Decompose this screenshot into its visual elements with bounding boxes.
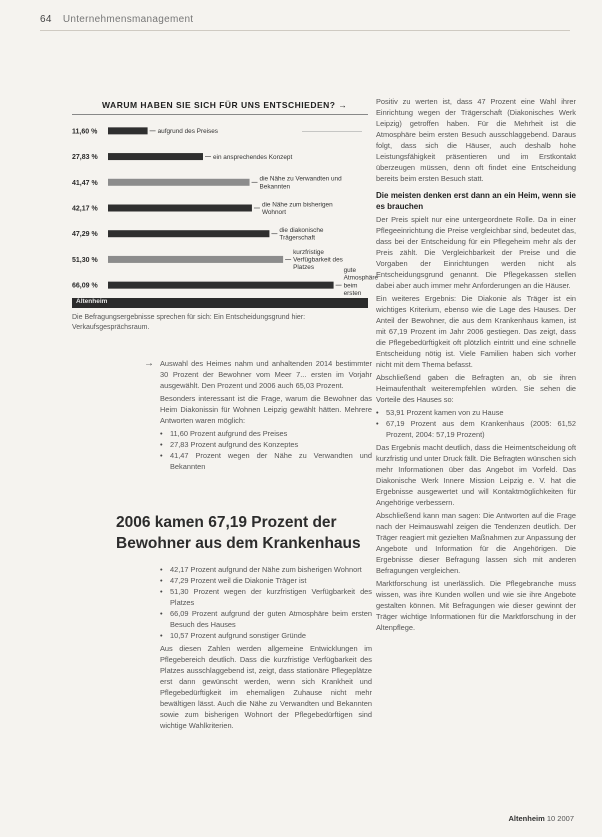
- list-item: • 41,47 Prozent wegen der Nähe zu Verwandten und Bekannten: [160, 450, 372, 472]
- bullet-list: [376, 407, 576, 440]
- value-label: 42,17 %: [72, 205, 98, 213]
- intro-paragraph: Auswahl des Heimes nahm und anhaltenden 2014 bestimmter 30 Prozent der Bewohner vom Meer 7... ersten im Vorjahr ausgewählt. Den Prozent und 2006 auch 65,03 Prozent.: [160, 359, 372, 390]
- arrow-icon: →: [335, 100, 348, 110]
- value-label: 66,09 %: [72, 282, 98, 290]
- chart-title-text: WARUM HABEN SIE SICH FÜR UNS ENTSCHIEDEN?: [102, 100, 336, 110]
- list-item: • 42,17 Prozent aufgrund der Nähe zum bisherigen Wohnort: [160, 564, 372, 575]
- paragraph: Das Ergebnis macht deutlich, dass die Heimentscheidung oft kurzfristig und unter Druck fällt. Die Befragten wünschen sich mehr Informationen über das Angebot im Vorfeld. Das Diakonische Werk Innere Mission Leipzig e. V. hat die Ergebnisse ausgewertet und will Kontaktmöglichkeiten für Angehörige verbessern.: [376, 443, 576, 507]
- category-label: die diakonische Trägerschaft: [279, 227, 324, 242]
- category-label: ein ansprechendes Konzept: [212, 153, 293, 161]
- running-header: [40, 14, 193, 25]
- value-label: 51,30 %: [72, 256, 98, 264]
- paragraph: Der Preis spielt nur eine untergeordnete Rolle. Da in einer Pflegeeinrichtung die Preise vergleichbar sind, bedeutet das, dass bei der Entscheidung für ein Pflegeheim mehr als der Preis zählt. Die Vergleichbarkeit der Preise und die Vorgaben der Einrichtungen werden nicht als Entscheidungsgrund genannt. Die Pflegekassen stellen dabei aber auch immer mehr Anforderungen an die Häuser.: [376, 215, 576, 290]
- category-label: gute Atmosphäre beim ersten: [343, 267, 379, 297]
- category-label: kurzfristige Verfügbarkeit des Platzes: [293, 249, 343, 272]
- category-label: die Nähe zu Verwandten und Bekannten: [259, 175, 342, 191]
- list-item: • 10,57 Prozent aufgrund sonstiger Gründe: [160, 630, 372, 641]
- left-column-lower: [160, 562, 372, 733]
- arrow-icon: →: [144, 358, 154, 369]
- paragraph: Positiv zu werten ist, dass 47 Prozent eine Wahl ihrer Einrichtung wegen der Trägerschaft (Diakonisches Werk Leipzig) getroffen haben. Für die Mehrheit ist die Atmosphäre beim ersten Besuch ausschlaggebend. Daraus folgt, dass sich die Häuser, auch deshalb hohe Leistungsfähigkeit präsentieren und im Erstkontakt überzeugen müssen, denn oft findet eine Entscheidung bereits beim ersten Besuch statt.: [376, 97, 576, 183]
- bar-chart: [72, 100, 379, 310]
- list-item: • 47,29 Prozent weil die Diakonie Träger ist: [160, 575, 372, 586]
- chart-caption: Die Befragungsergebnisse sprechen für sich: Ein Entscheidungsgrund hier: Verkaufsgesprächsraum.: [72, 314, 306, 331]
- chart-footer-label: Altenheim: [76, 298, 108, 305]
- chart-bar: [108, 282, 334, 289]
- value-label: 27,83 %: [72, 154, 98, 162]
- chart-bar: [108, 230, 269, 237]
- paragraph: Aus diesen Zahlen werden allgemeine Entwicklungen im Pflegebereich deutlich. Dass die kurzfristige Verfügbarkeit des Platzes ausschlaggebend ist, zeigt, dass stationäre Pflegeplätze erst dann gewünscht werden, wenn sich Krankheit und Pflegebedürftigkeit im ehemaligen Zuhause nicht mehr bewältigen lässt. Auch die Nähe zu Verwandten und Bekannten sowie zum bisherigen Wohnort der Pflegebedürftigen sind wichtige Wahlkriterien.: [160, 644, 372, 730]
- chart-title-rule: [72, 114, 368, 115]
- page-footer: [509, 814, 574, 823]
- chart-bar: [108, 127, 148, 134]
- paragraph: Abschließend gaben die Befragten an, ob sie ihren Heimaufenthalt weiterempfehlen würden. Sie sehen die Vorteile des Hauses so:: [376, 373, 576, 404]
- chart-title: [102, 100, 347, 110]
- paragraph: Ein weiteres Ergebnis: Die Diakonie als Träger ist ein wichtiges Kriterium, ebenso wie die Lage des Hauses. Der Anteil der Bewohner, die aus dem Krankenhaus kamen, ist mit 67,19 Prozent im Jahr 2006 gestiegen. Das zeigt, dass die Pflegebedürftigkeit oft plötzlich eintritt und eine schnelle Entscheidung nötig ist. Viele Familien haben sich vorher nicht mit dem Thema befasst.: [376, 294, 576, 369]
- list-item: • 53,91 Prozent kamen von zu Hause: [376, 407, 576, 418]
- value-label: 47,29 %: [72, 231, 98, 239]
- list-item: • 66,09 Prozent aufgrund der guten Atmosphäre beim ersten Besuch des Hauses: [160, 608, 372, 630]
- bullet-list: [160, 428, 372, 472]
- chart-bar: [108, 179, 250, 186]
- list-item: • 11,60 Prozent aufgrund des Preises: [160, 428, 372, 439]
- chart-bar: [108, 256, 283, 263]
- footer-issue: 10 2007: [546, 814, 574, 823]
- value-label: 11,60 %: [72, 128, 98, 136]
- page-number: 64: [40, 14, 52, 25]
- right-column: [376, 96, 576, 635]
- chart-bar: [108, 205, 252, 212]
- list-item: • 67,19 Prozent aus dem Krankenhaus (2005: 61,52 Prozent, 2004: 57,19 Prozent): [376, 418, 576, 440]
- paragraph: Abschließend kann man sagen: Die Antworten auf die Frage nach der Heimauswahl zeigen die Tendenzen deutlich. Der Träger reagiert mit gezielten Maßnahmen zur Anpassung der Angebote und Information für die Angehörigen. Die Ergebnisse dieser Befragung lassen sich mit anderen Befragungen vergleichen.: [376, 511, 576, 575]
- bullet-list: [160, 564, 372, 641]
- left-column: [160, 358, 372, 474]
- section-title: Unternehmensmanagement: [62, 14, 194, 25]
- chart-bar: [108, 153, 203, 160]
- category-label: die Nähe zum bisherigen Wohnort: [261, 201, 333, 216]
- paragraph: Marktforschung ist unerlässlich. Die Pflegebranche muss wissen, was ihre Kunden wollen und wie sie ihre Angebote gestalten können. Mit Befragungen wie dieser gewinnt der Träger wichtige Informationen für die Marktforschung in der Altenpflege.: [376, 579, 576, 632]
- value-label: 41,47 %: [72, 179, 98, 187]
- paragraph: Besonders interessant ist die Frage, warum die Bewohner das Heim Diakonissin für Wohnen Leipzig gewählt hätten. Mehrere Antworten waren möglich:: [160, 394, 372, 425]
- category-label: aufgrund des Preises: [157, 128, 219, 136]
- header-rule: [40, 30, 570, 31]
- subheading: Die meisten denken erst dann an ein Heim, wenn sie es brauchen: [376, 191, 576, 211]
- list-item: • 27,83 Prozent aufgrund des Konzeptes: [160, 439, 372, 450]
- chart-plot: [72, 118, 379, 298]
- footer-brand: Altenheim: [508, 814, 545, 823]
- list-item: • 51,30 Prozent wegen der kurzfristigen Verfügbarkeit des Platzes: [160, 586, 372, 608]
- chart-footer-bar: [72, 298, 368, 308]
- section-heading: 2006 kamen 67,19 Prozent der Bewohner aus dem Krankenhaus: [116, 514, 361, 552]
